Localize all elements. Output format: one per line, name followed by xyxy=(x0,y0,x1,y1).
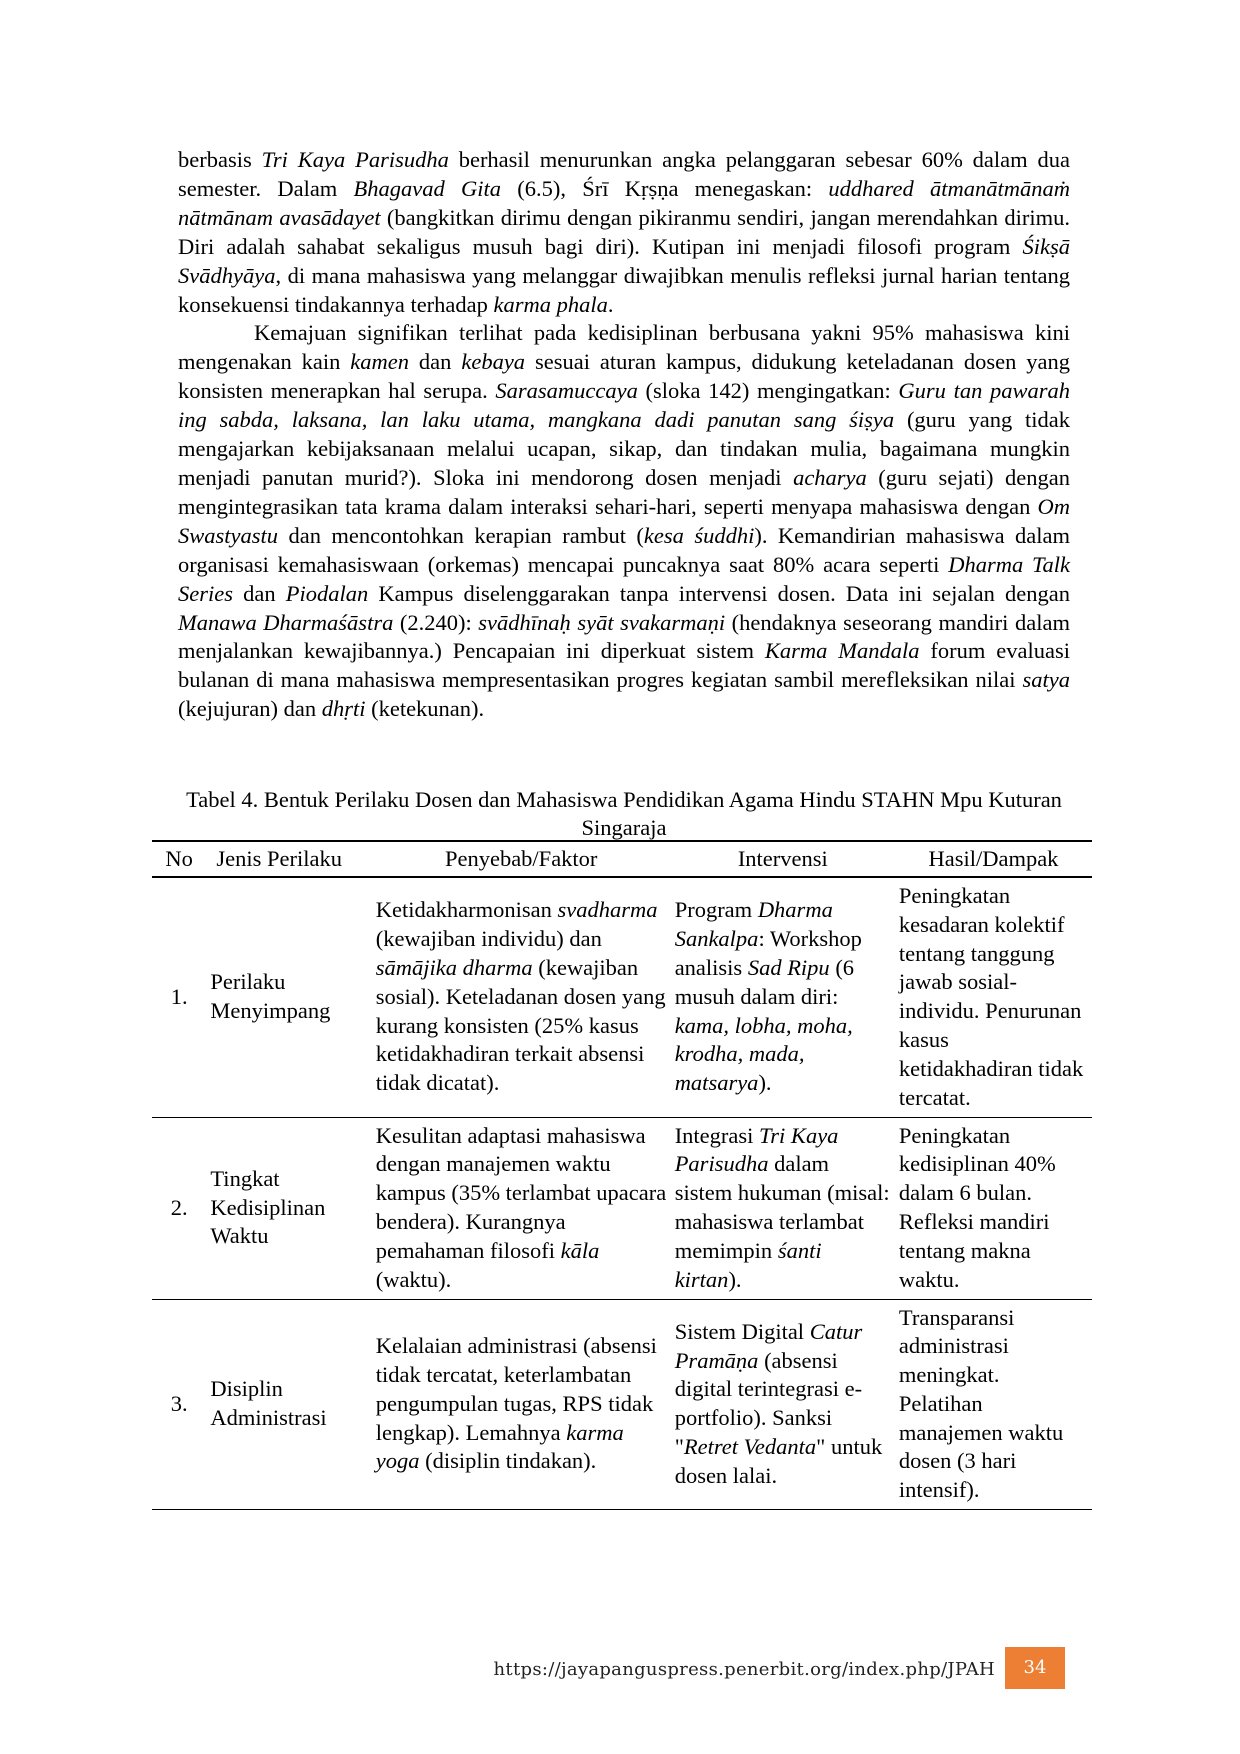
header-no: No xyxy=(152,841,206,877)
table-header-row xyxy=(152,841,1092,877)
row-jenis: Disiplin Administrasi xyxy=(206,1299,371,1510)
row-jenis: Tingkat Kedisiplinan Waktu xyxy=(206,1117,371,1299)
page-number-badge: 34 xyxy=(1005,1647,1065,1689)
header-jenis-perilaku: Jenis Perilaku xyxy=(206,841,371,877)
row-intervensi: Program Dharma Sankalpa: Workshop analisis Sad Ripu (6 musuh dalam diri: kama, lobha, moha, krodha, mada, matsarya). xyxy=(671,877,895,1117)
table-caption: Tabel 4. Bentuk Perilaku Dosen dan Mahasiswa Pendidikan Agama Hindu STAHN Mpu Kuturan Singaraja xyxy=(186,787,1062,840)
table-row xyxy=(152,1299,1092,1510)
header-hasil: Hasil/Dampak xyxy=(895,841,1092,877)
table-row xyxy=(152,877,1092,1117)
paragraph-2: Kemajuan signifikan terlihat pada kedisiplinan berbusana yakni 95% mahasiswa kini mengenakan kain kamen dan kebaya sesuai aturan kampus, didukung keteladanan dosen yang konsisten menerapkan hal serupa. Sarasamuccaya (sloka 142) mengingatkan: Guru tan pawarah ing sabda, laksana, lan laku utama, mangkana dadi panutan sang śiṣya (guru yang tidak mengajarkan kebijaksanaan melalui ucapan, sikap, dan tindakan mulia, bagaimana mungkin menjadi panutan murid?). Sloka ini mendorong dosen menjadi acharya (guru sejati) dengan mengintegrasikan tata krama dalam interaksi sehari-hari, seperti menyapa mahasiswa dengan Om Swastyastu dan mencontohkan kerapian rambut (kesa śuddhi). Kemandirian mahasiswa dalam organisasi kemahasiswaan (orkemas) mencapai puncaknya saat 80% acara seperti Dharma Talk Series dan Piodalan Kampus diselenggarakan tanpa intervensi dosen. Data ini sejalan dengan Manawa Dharmaśāstra (2.240): svādhīnaḥ syāt svakarmaṇi (hendaknya seseorang mandiri dalam menjalankan kewajibannya.) Pencapaian ini diperkuat sistem Karma Mandala forum evaluasi bulanan di mana mahasiswa mempresentasikan progres kegiatan sambil merefleksikan nilai satya (kejujuran) dan dhṛti (ketekunan). xyxy=(178,320,1071,722)
row-number: 3. xyxy=(152,1299,206,1510)
journal-url: https://jayapanguspress.penerbit.org/index.php/JPAH xyxy=(493,1659,995,1680)
row-penyebab: Ketidakharmonisan svadharma (kewajiban individu) dan sāmājika dharma (kewajiban sosial). Keteladanan dosen yang kurang konsisten (25% kasus ketidakhadiran terkait absensi tidak dicatat). xyxy=(372,877,671,1117)
header-penyebab: Penyebab/Faktor xyxy=(372,841,671,877)
behavior-table xyxy=(152,840,1092,1510)
row-hasil: Peningkatan kesadaran kolektif tentang tanggung jawab sosial-individu. Penurunan kasus ketidakhadiran tidak tercatat. xyxy=(895,877,1092,1117)
row-number: 2. xyxy=(152,1117,206,1299)
row-hasil: Peningkatan kedisiplinan 40% dalam 6 bulan. Refleksi mandiri tentang makna waktu. xyxy=(895,1117,1092,1299)
header-intervensi: Intervensi xyxy=(671,841,895,877)
row-intervensi: Sistem Digital Catur Pramāṇa (absensi digital terintegrasi e-portfolio). Sanksi "Retret Vedanta" untuk dosen lalai. xyxy=(671,1299,895,1510)
row-intervensi: Integrasi Tri Kaya Parisudha dalam sistem hukuman (misal: mahasiswa terlambat memimpin śanti kirtan). xyxy=(671,1117,895,1299)
row-penyebab: Kelalaian administrasi (absensi tidak tercatat, keterlambatan pengumpulan tugas, RPS tidak lengkap). Lemahnya karma yoga (disiplin tindakan). xyxy=(372,1299,671,1510)
row-penyebab: Kesulitan adaptasi mahasiswa dengan manajemen waktu kampus (35% terlambat upacara bendera). Kurangnya pemahaman filosofi kāla (waktu). xyxy=(372,1117,671,1299)
row-jenis: Perilaku Menyimpang xyxy=(206,877,371,1117)
table-row xyxy=(152,1117,1092,1299)
row-number: 1. xyxy=(152,877,206,1117)
paragraph-1: berbasis Tri Kaya Parisudha berhasil menurunkan angka pelanggaran sebesar 60% dalam dua semester. Dalam Bhagavad Gita (6.5), Śrī Kṛṣṇa menegaskan: uddhared ātmanātmānaṁ nātmānam avasādayet (bangkitkan dirimu dengan pikiranmu sendiri, jangan merendahkan dirimu. Diri adalah sahabat sekaligus musuh bagi diri). Kutipan ini menjadi filosofi program Śikṣā Svādhyāya, di mana mahasiswa yang melanggar diwajibkan menulis refleksi jurnal harian tentang konsekuensi tindakannya terhadap karma phala. xyxy=(178,147,1070,317)
row-hasil: Transparansi administrasi meningkat. Pelatihan manajemen waktu dosen (3 hari intensif). xyxy=(895,1299,1092,1510)
body-text xyxy=(178,146,1070,724)
